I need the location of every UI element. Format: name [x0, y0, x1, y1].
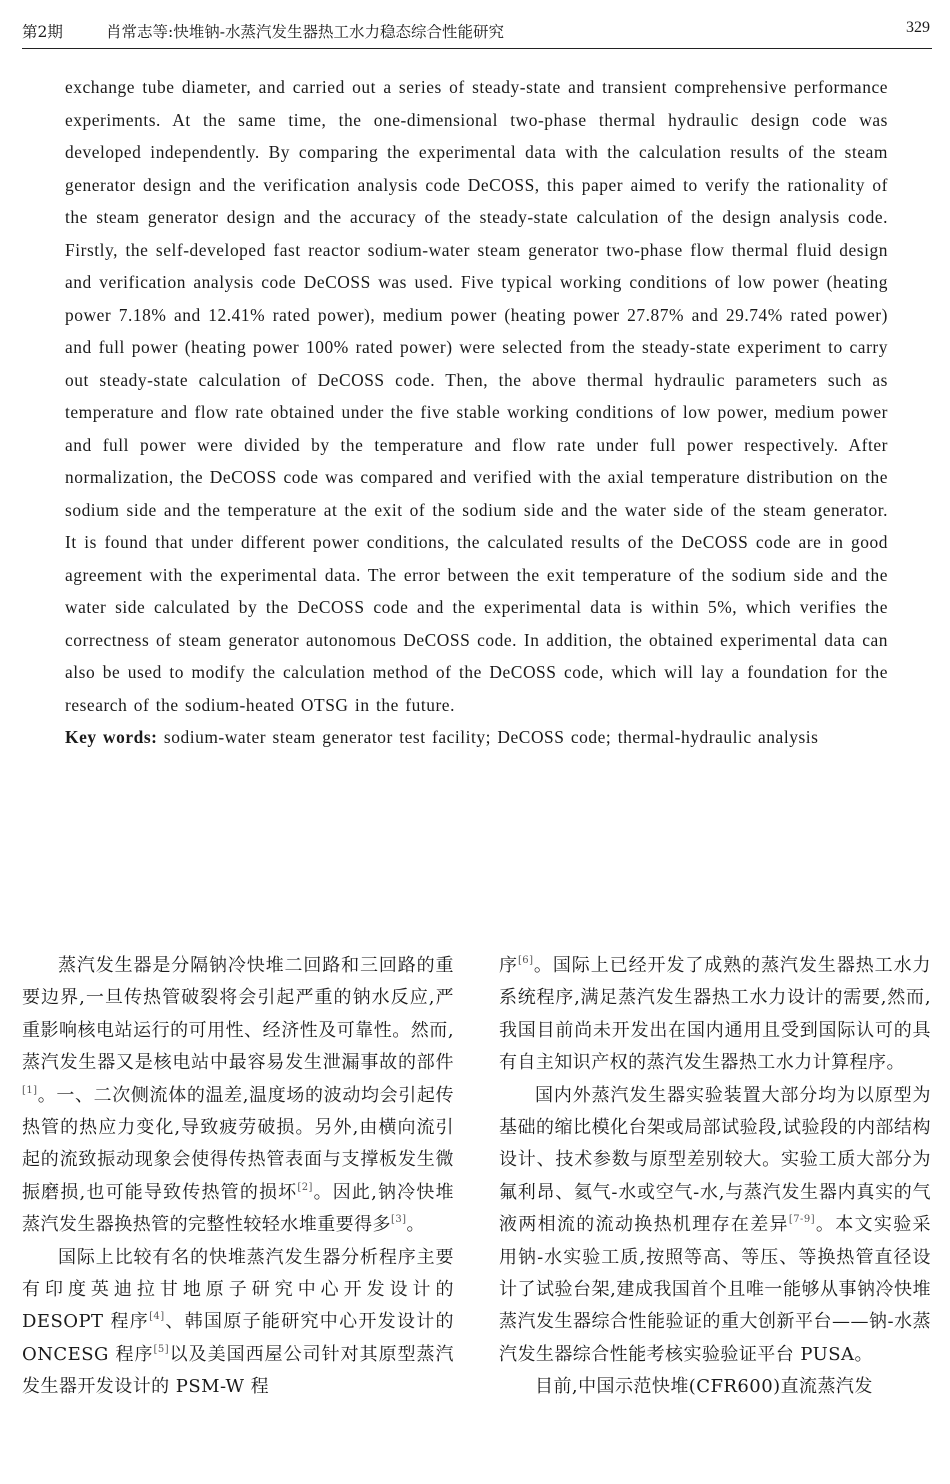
left-column [22, 950, 454, 1404]
right-column [499, 950, 931, 1404]
issue-label: 第2期 [22, 23, 63, 41]
intro-paragraph-3: 国内外蒸汽发生器实验装置大部分均为以原型为基础的缩比模化台架或局部试验段,试验段的内部结构设计、技术参数与原型差别较大。实验工质大部分为氟利昂、氦气-水或空气-水,与蒸汽发生器内真实的气液两相流的流动换热机理存在差异[7-9]。本文实验采用钠-水实验工质,按照等高、等压、等换热管直径设计了试验台架,建成我国首个且唯一能够从事钠冷快堆蒸汽发生器综合性能验证的重大创新平台——钠-水蒸汽发生器综合性能考核实验验证平台 PUSA。 [499, 1084, 932, 1365]
page-number: 329 [906, 19, 930, 36]
keywords-line [65, 721, 888, 754]
citation-7-9[interactable]: [7-9] [788, 1214, 816, 1226]
citation-5[interactable]: [5] [153, 1343, 170, 1355]
intro-paragraph-1: 蒸汽发生器是分隔钠冷快堆二回路和三回路的重要边界,一旦传热管破裂将会引起严重的钠水反应,严重影响核电站运行的可用性、经济性及可靠性。然而,蒸汽发生器又是核电站中最容易发生泄漏事故的部件[1]。一、二次侧流体的温差,温度场的波动均会引起传热管的热应力变化,导致疲劳破损。另外,由横向流引起的流致振动现象会使得传热管表面与支撑板发生微振磨损,也可能导致传热管的损坏[2]。因此,钠冷快堆蒸汽发生器换热管的完整性较轻水堆重要得多[3]。 [22, 955, 454, 1236]
citation-2[interactable]: [2] [297, 1181, 313, 1193]
citation-1[interactable]: [1] [22, 1084, 38, 1096]
english-abstract [65, 71, 888, 754]
page-header [22, 14, 932, 49]
citation-6[interactable]: [6] [517, 955, 534, 966]
keywords-text: sodium-water steam generator test facility; DeCOSS code; thermal-hydraulic analysis [163, 727, 819, 747]
intro-paragraph-2: 国际上比较有名的快堆蒸汽发生器分析程序主要有印度英迪拉甘地原子研究中心开发设计的 DESOPT 程序[4]、韩国原子能研究中心开发设计的 ONCESG 程序[5]以及美国西屋公司针对其原型蒸汽发生器开发设计的 PSM-W 程 [22, 1246, 455, 1398]
running-title: 肖常志等:快堆钠-水蒸汽发生器热工水力稳态综合性能研究 [106, 23, 504, 41]
intro-paragraph-4: 目前,中国示范快堆(CFR600)直流蒸汽发 [535, 1376, 873, 1398]
citation-3[interactable]: [3] [391, 1214, 407, 1226]
citation-4[interactable]: [4] [149, 1311, 165, 1323]
keywords-label: Key words: [65, 727, 158, 747]
intro-paragraph-2-cont: 序[6]。国际上已经开发了成熟的蒸汽发生器热工水力系统程序,满足蒸汽发生器热工水力设计的需要,然而,我国目前尚未开发出在国内通用且受到国际认可的具有自主知识产权的蒸汽发生器热工水力计算程序。 [499, 955, 931, 1074]
abstract-text: exchange tube diameter, and carried out a series of steady-state and transient comprehensive performance experiments. At the same time, the one-dimensional two-phase thermal hydraulic design code was developed independently. By comparing the experimental data with the calculation results of the steam generator design and the verification analysis code DeCOSS, this paper aimed to verify the rationality of the steam generator design and the accuracy of the steady-state calculation of the design analysis code. Firstly, the self-developed fast reactor sodium-water steam generator two-phase flow thermal fluid design and verification analysis code DeCOSS was used. Five typical working conditions of low power (heating power 7.18% and 12.41% rated power), medium power (heating power 27.87% and 29.74% rated power) and full power (heating power 100% rated power) were selected from the steady-state experiment to carry out steady-state calculation of DeCOSS code. Then, the above thermal hydraulic parameters such as temperature and flow rate obtained under the five stable working conditions of low power, medium power and full power were divided by the temperature and flow rate under full power respectively. After normalization, the DeCOSS code was compared and verified with the axial temperature distribution on the sodium side and the temperature at the exit of the sodium side and the water side of the steam generator. It is found that under different power conditions, the calculated results of the DeCOSS code are in good agreement with the experimental data. The error between the exit temperature of the sodium side and the water side calculated by the DeCOSS code and the experimental data is within 5%, which verifies the correctness of steam generator autonomous DeCOSS code. In addition, the obtained experimental data can also be used to modify the calculation method of the DeCOSS code, which will lay a foundation for the research of the sodium-heated OTSG in the future. [65, 77, 888, 715]
